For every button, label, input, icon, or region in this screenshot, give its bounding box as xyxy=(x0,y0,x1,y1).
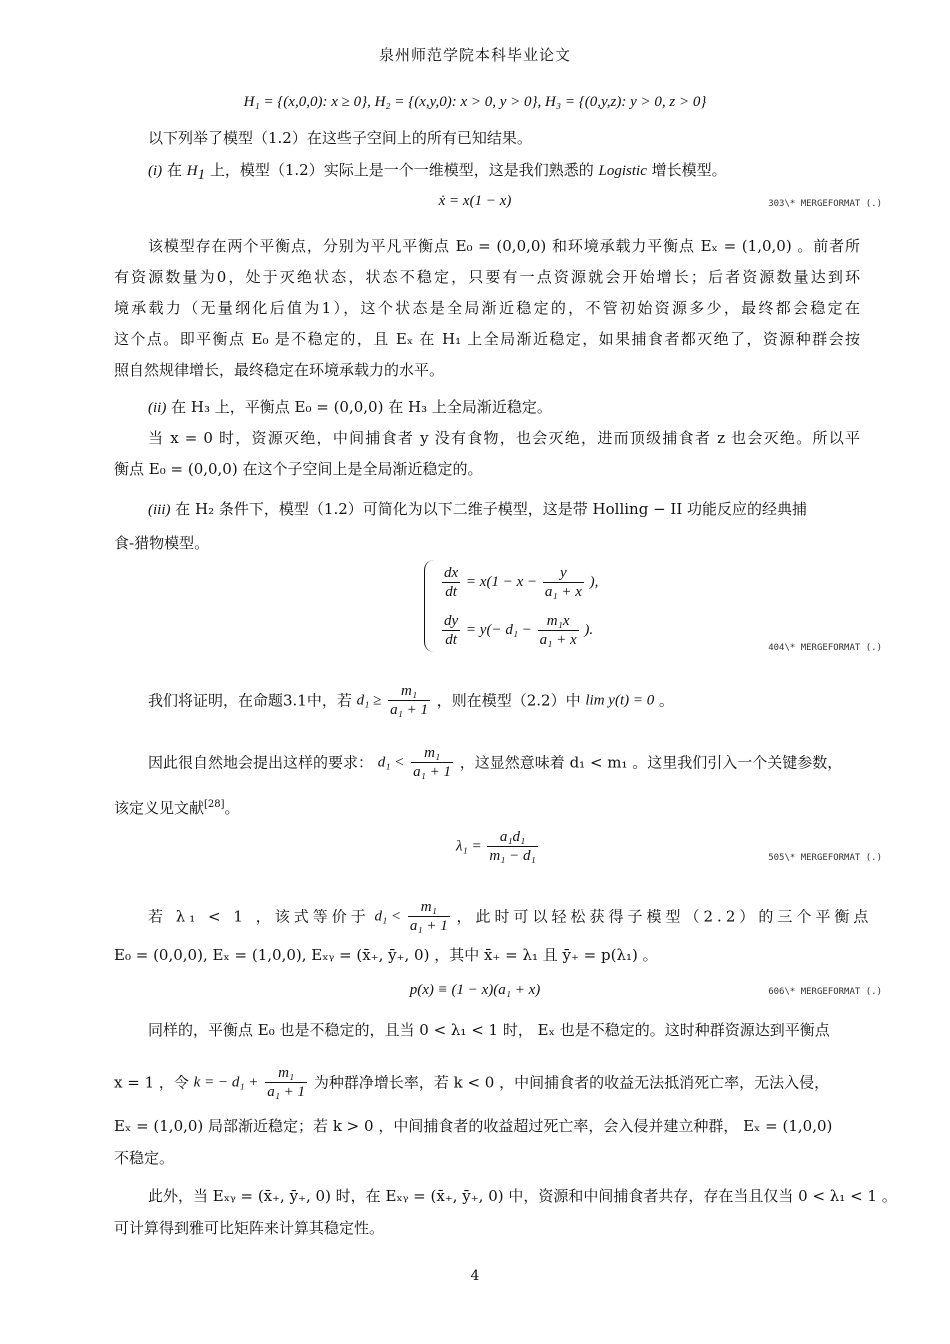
limit-expression: lim y(t) = 0 xyxy=(585,692,655,709)
case-ii-label: (ii) xyxy=(148,400,167,416)
equation-tag-6: 606\* MERGEFORMAT (.) xyxy=(768,987,882,997)
case-i-heading: (i) 在 $H_1$ 上，模型（1.2）实际上是一个一维模型，这是我们熟悉的 Logistic 增长模型。 xyxy=(148,161,727,183)
logistic-term: Logistic xyxy=(598,163,647,179)
requirement-paragraph: 因此很自然地会提出这样的要求： d₁ < $\frac{\text{m₁}}{\text{a₁ + 1}}$ ，这显然意味着 d₁ < m₁ 。这里我们引入一个关键参数， xyxy=(148,745,843,780)
equation-system-brace xyxy=(424,560,437,652)
equation-tag-3: 303\* MERGEFORMAT (.) xyxy=(768,199,882,209)
case-iii-label: (iii) xyxy=(148,502,171,518)
page-number: 4 xyxy=(470,1268,480,1284)
lambda-definition-equation: λ₁ = $\frac{\text{a₁d₁}}{\text{m₁ − d₁}}$ xyxy=(456,829,536,864)
case-iii-line2: 食-猎物模型。 xyxy=(114,534,210,552)
requirement-line2: 该定义见文献[28]。 xyxy=(114,799,240,817)
logistic-equation: ẋ = x(1 − x) xyxy=(438,193,512,209)
case-ii-paragraph: 当 x = 0 时，资源灭绝，中间捕食者 y 没有食物，也会灭绝，进而顶级捕食者 z 也会灭绝。所以平 衡点 E₀ = (0,0,0) 在这个子空间上是全局渐近稳定的。 xyxy=(114,429,860,478)
running-header: 泉州师范学院本科毕业论文 xyxy=(378,46,571,64)
stability-line4: 不稳定。 xyxy=(114,1149,175,1167)
equilibria-line: E₀ = (0,0,0), Eₓ = (1,0,0), Eₓᵧ = (x̄₊, ȳ₊, 0) ，其中 x̄₊ = λ₁ 且 ȳ₊ = p(λ₁) 。 xyxy=(114,946,658,964)
equation-tag-4: 404\* MERGEFORMAT (.) xyxy=(768,643,882,653)
equivalence-paragraph: 若 λ₁ < 1 ，该式等价于 d₁ < $\frac{\text{m₁}}{\text{a₁ + 1}}$ ，此时可以轻松获得子模型（2.2）的三个平衡点 xyxy=(148,899,873,934)
prove-paragraph: 我们将证明，在命题3.1中，若 d₁ ≥ $\frac{\text{m₁}}{\text{a₁ + 1}}$ ，则在模型（2.2）中 lim y(t) = 0 。 xyxy=(148,683,675,718)
case-i-label: (i) xyxy=(148,163,163,179)
stability-line3: Eₓ = (1,0,0) 局部渐近稳定；若 k > 0 ，中间捕食者的收益超过死亡率，会入侵并建立种群， Eₓ = (1,0,0) xyxy=(114,1117,833,1135)
coexistence-line2: 可计算得到雅可比矩阵来计算其稳定性。 xyxy=(114,1219,385,1237)
stability-line1: 同样的，平衡点 E₀ 也是不稳定的，且当 0 < λ₁ < 1 时， Eₓ 也是不稳定的。这时种群资源达到平衡点 xyxy=(148,1021,830,1039)
citation-28: [28] xyxy=(204,799,225,810)
case-iii-heading: (iii) 在 H₂ 条件下，模型（1.2）可简化为以下二维子模型，这是带 Holling − II 功能反应的经典捕 xyxy=(148,500,808,518)
system-equation-1: $\frac{dx}{dt}$ = x(1 − x − $\frac{y}{\text{a₁ + x}}$ ), xyxy=(444,565,599,600)
subspace-definitions-equation: H₁ = {(x,0,0): x ≥ 0}, H₂ = {(x,y,0): x > 0, y > 0}, H₃ = {(0,y,z): y > 0, z > 0} xyxy=(243,94,707,110)
stability-line2: x = 1 ，令 k = − d₁ + $\frac{\text{m₁}}{\text{a₁ + 1}}$ 为种群净增长率，若 k < 0 ，中间捕食者的收益无法抵消死亡率，无法入侵， xyxy=(114,1065,830,1100)
coexistence-line1: 此外，当 Eₓᵧ = (x̄₊, ȳ₊, 0) 时，在 Eₓᵧ = (x̄₊, ȳ₊, 0) 中，资源和中间捕食者共存，存在当且仅当 0 < λ₁ < 1 。 xyxy=(148,1187,897,1205)
system-equation-2: $\frac{dy}{dt}$ = y(− d₁ − $\frac{\text{m₁x}}{\text{a₁ + x}}$ ). xyxy=(444,613,594,648)
case-ii-heading: (ii) 在 H₃ 上，平衡点 E₀ = (0,0,0) 在 H₃ 上全局渐近稳定。 xyxy=(148,398,552,416)
equation-tag-5: 505\* MERGEFORMAT (.) xyxy=(768,853,882,863)
intro-paragraph: 以下列举了模型（1.2）在这些子空间上的所有已知结果。 xyxy=(148,129,532,147)
case-i-paragraph: 该模型存在两个平衡点，分别为平凡平衡点 E₀ = (0,0,0) 和环境承载力平衡点 Eₓ = (1,0,0) 。前者所 有资源数量为0，处于灭绝状态，状态不稳定，只要有一点资源就会开始增长；后者资源数量达到环 境承载力（无量纲化后值为1），这个状态是全局渐近稳定的，不管初始资源多少，最终都会稳定在 这个点。即平衡点 E₀ 是不稳定的，且 Eₓ 在 H₁ 上全局渐近稳定，如果捕食者都灭绝了，资源种群会按 照自然规律增长，最终稳定在环境承载力的水平。 xyxy=(114,237,860,379)
p-function-equation: p(x) ≡ (1 − x)(a₁ + x) xyxy=(409,982,541,998)
